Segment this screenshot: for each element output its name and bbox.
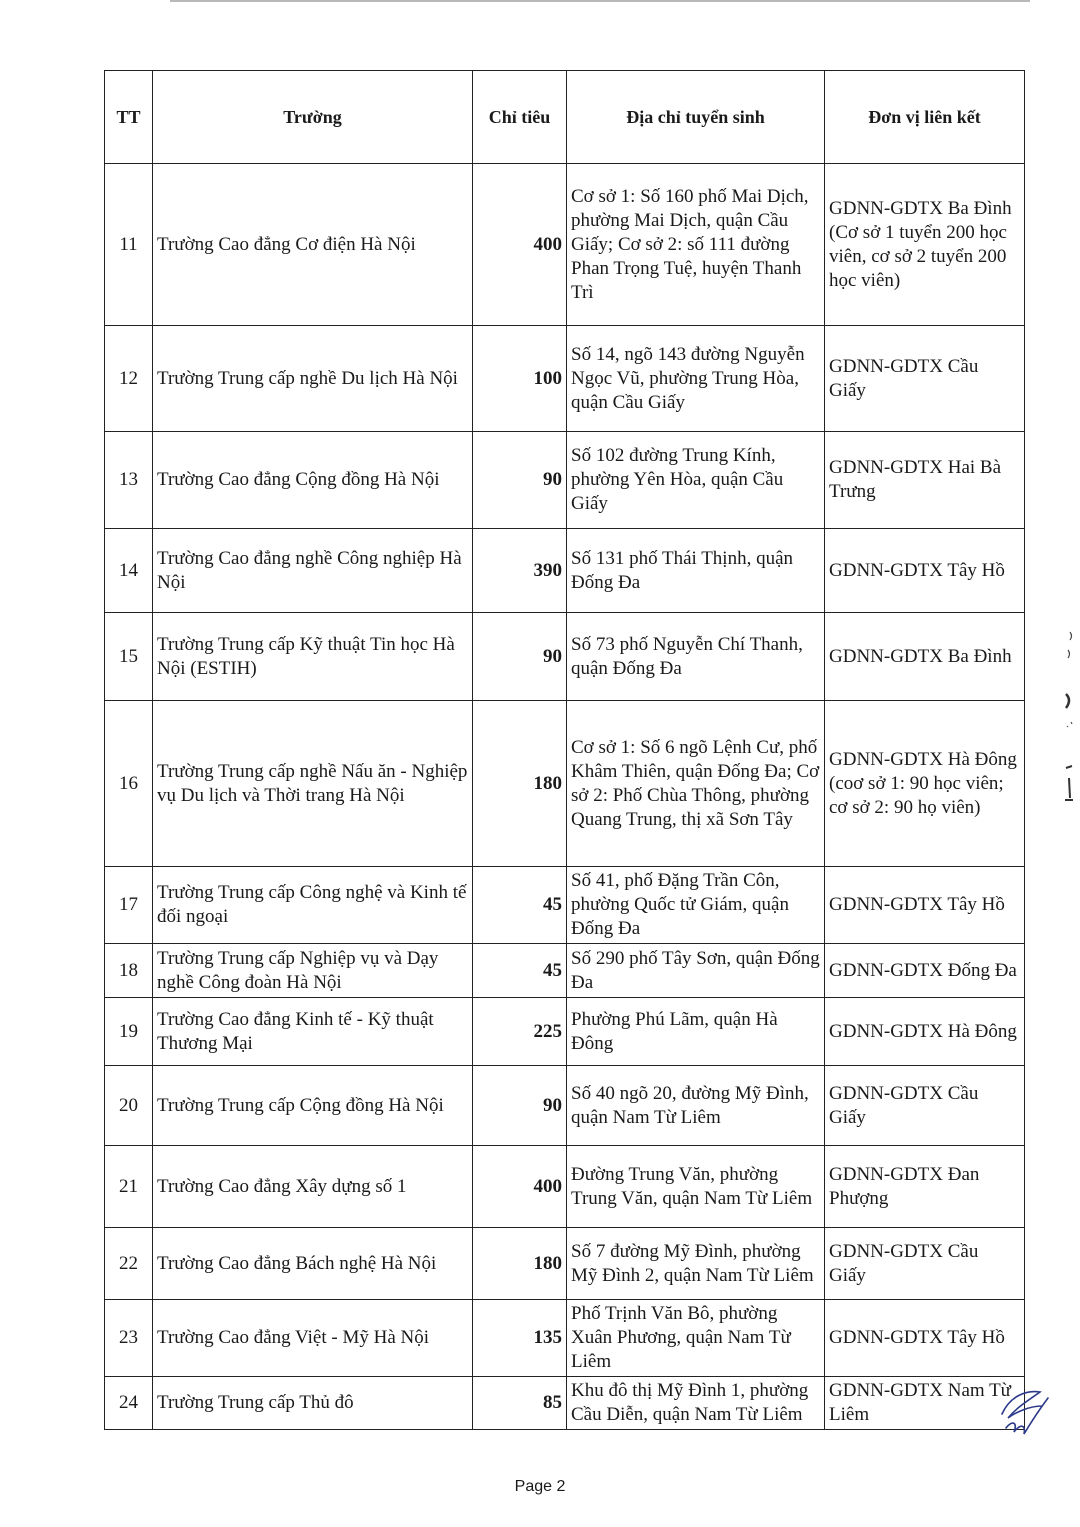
admission-address: Số 41, phố Đặng Trần Côn, phường Quốc tử Giám, quận Đống Đa (567, 867, 825, 944)
partner-unit: GDNN-GDTX Đống Đa (825, 944, 1025, 998)
school-name: Trường Trung cấp nghề Du lịch Hà Nội (153, 326, 473, 432)
row-number: 11 (105, 164, 153, 326)
admission-address: Phường Phú Lãm, quận Hà Đông (567, 998, 825, 1066)
school-name: Trường Trung cấp nghề Nấu ăn - Nghiệp vụ Du lịch và Thời trang Hà Nội (153, 701, 473, 867)
admission-address: Số 131 phố Thái Thịnh, quận Đống Đa (567, 529, 825, 613)
row-number: 13 (105, 432, 153, 529)
admission-address: Cơ sở 1: Số 6 ngõ Lệnh Cư, phố Khâm Thiên, quận Đống Đa; Cơ sở 2: Phố Chùa Thông, phường Quang Trung, thị xã Sơn Tây (567, 701, 825, 867)
school-name: Trường Cao đẳng nghề Công nghiệp Hà Nội (153, 529, 473, 613)
table-row (105, 944, 1025, 998)
row-number: 18 (105, 944, 153, 998)
header-quota: Chỉ tiêu (473, 71, 567, 164)
table-row (105, 867, 1025, 944)
school-name: Trường Trung cấp Nghiệp vụ và Dạy nghề Công đoàn Hà Nội (153, 944, 473, 998)
row-number: 16 (105, 701, 153, 867)
header-tt: TT (105, 71, 153, 164)
school-name: Trường Trung cấp Thủ đô (153, 1377, 473, 1430)
table-row (105, 164, 1025, 326)
header-unit: Đơn vị liên kết (825, 71, 1025, 164)
quota-value: 90 (473, 1066, 567, 1146)
admission-address: Cơ sở 1: Số 160 phố Mai Dịch, phường Mai Dịch, quận Cầu Giấy; Cơ sở 2: số 111 đường Phan Trọng Tuệ, huyện Thanh Trì (567, 164, 825, 326)
row-number: 14 (105, 529, 153, 613)
table-row (105, 1066, 1025, 1146)
admission-address: Số 14, ngõ 143 đường Nguyễn Ngọc Vũ, phường Trung Hòa, quận Cầu Giấy (567, 326, 825, 432)
school-name: Trường Cao đẳng Kinh tế - Kỹ thuật Thương Mại (153, 998, 473, 1066)
table-row (105, 998, 1025, 1066)
quota-value: 180 (473, 1228, 567, 1300)
table-row (105, 1228, 1025, 1300)
admission-address: Đường Trung Văn, phường Trung Văn, quận Nam Từ Liêm (567, 1146, 825, 1228)
school-name: Trường Trung cấp Công nghệ và Kinh tế đối ngoại (153, 867, 473, 944)
quota-value: 180 (473, 701, 567, 867)
admission-address: Số 40 ngõ 20, đường Mỹ Đình, quận Nam Từ Liêm (567, 1066, 825, 1146)
admission-address: Phố Trịnh Văn Bô, phường Xuân Phương, quận Nam Từ Liêm (567, 1300, 825, 1377)
quota-value: 135 (473, 1300, 567, 1377)
quota-value: 390 (473, 529, 567, 613)
admission-address: Số 290 phố Tây Sơn, quận Đống Đa (567, 944, 825, 998)
partner-unit: GDNN-GDTX Hai Bà Trưng (825, 432, 1025, 529)
header-row (105, 71, 1025, 164)
scan-edge-marks (1062, 630, 1076, 810)
page-number: Page 2 (514, 1478, 566, 1495)
admissions-table (104, 70, 1025, 1430)
quota-value: 45 (473, 944, 567, 998)
partner-unit: GDNN-GDTX Cầu Giấy (825, 1228, 1025, 1300)
row-number: 21 (105, 1146, 153, 1228)
signature-scribble (996, 1384, 1052, 1450)
partner-unit: GDNN-GDTX Tây Hồ (825, 867, 1025, 944)
table-row (105, 1300, 1025, 1377)
admission-address: Số 102 đường Trung Kính, phường Yên Hòa, quận Cầu Giấy (567, 432, 825, 529)
partner-unit: GDNN-GDTX Tây Hồ (825, 529, 1025, 613)
school-name: Trường Trung cấp Kỹ thuật Tin học Hà Nội (ESTIH) (153, 613, 473, 701)
quota-value: 400 (473, 164, 567, 326)
quota-value: 90 (473, 613, 567, 701)
row-number: 15 (105, 613, 153, 701)
row-number: 19 (105, 998, 153, 1066)
admission-address: Số 7 đường Mỹ Đình, phường Mỹ Đình 2, quận Nam Từ Liêm (567, 1228, 825, 1300)
school-name: Trường Cao đẳng Xây dựng số 1 (153, 1146, 473, 1228)
quota-value: 225 (473, 998, 567, 1066)
table-row (105, 529, 1025, 613)
partner-unit: GDNN-GDTX Ba Đình (Cơ sở 1 tuyển 200 học viên, cơ sở 2 tuyển 200 học viên) (825, 164, 1025, 326)
quota-value: 400 (473, 1146, 567, 1228)
partner-unit: GDNN-GDTX Tây Hồ (825, 1300, 1025, 1377)
table-row (105, 1377, 1025, 1430)
header-address: Địa chỉ tuyển sinh (567, 71, 825, 164)
partner-unit: GDNN-GDTX Hà Đông (825, 998, 1025, 1066)
table-row (105, 326, 1025, 432)
admission-address: Số 73 phố Nguyễn Chí Thanh, quận Đống Đa (567, 613, 825, 701)
partner-unit: GDNN-GDTX Nam Từ Liêm (825, 1377, 1025, 1430)
row-number: 12 (105, 326, 153, 432)
quota-value: 100 (473, 326, 567, 432)
admission-address: Khu đô thị Mỹ Đình 1, phường Cầu Diễn, quận Nam Từ Liêm (567, 1377, 825, 1430)
school-name: Trường Cao đẳng Cộng đồng Hà Nội (153, 432, 473, 529)
table-row (105, 432, 1025, 529)
quota-value: 45 (473, 867, 567, 944)
row-number: 20 (105, 1066, 153, 1146)
partner-unit: GDNN-GDTX Đan Phượng (825, 1146, 1025, 1228)
school-name: Trường Cao đẳng Cơ điện Hà Nội (153, 164, 473, 326)
quota-value: 85 (473, 1377, 567, 1430)
header-school: Trường (153, 71, 473, 164)
row-number: 22 (105, 1228, 153, 1300)
table-row (105, 701, 1025, 867)
row-number: 23 (105, 1300, 153, 1377)
partner-unit: GDNN-GDTX Cầu Giấy (825, 1066, 1025, 1146)
top-rule (170, 0, 1030, 2)
school-name: Trường Cao đẳng Việt - Mỹ Hà Nội (153, 1300, 473, 1377)
quota-value: 90 (473, 432, 567, 529)
table-row (105, 613, 1025, 701)
row-number: 24 (105, 1377, 153, 1430)
partner-unit: GDNN-GDTX Cầu Giấy (825, 326, 1025, 432)
partner-unit: GDNN-GDTX Hà Đông (coơ sở 1: 90 học viên; cơ sở 2: 90 họ viên) (825, 701, 1025, 867)
table-row (105, 1146, 1025, 1228)
school-name: Trường Cao đẳng Bách nghệ Hà Nội (153, 1228, 473, 1300)
partner-unit: GDNN-GDTX Ba Đình (825, 613, 1025, 701)
school-name: Trường Trung cấp Cộng đồng Hà Nội (153, 1066, 473, 1146)
row-number: 17 (105, 867, 153, 944)
